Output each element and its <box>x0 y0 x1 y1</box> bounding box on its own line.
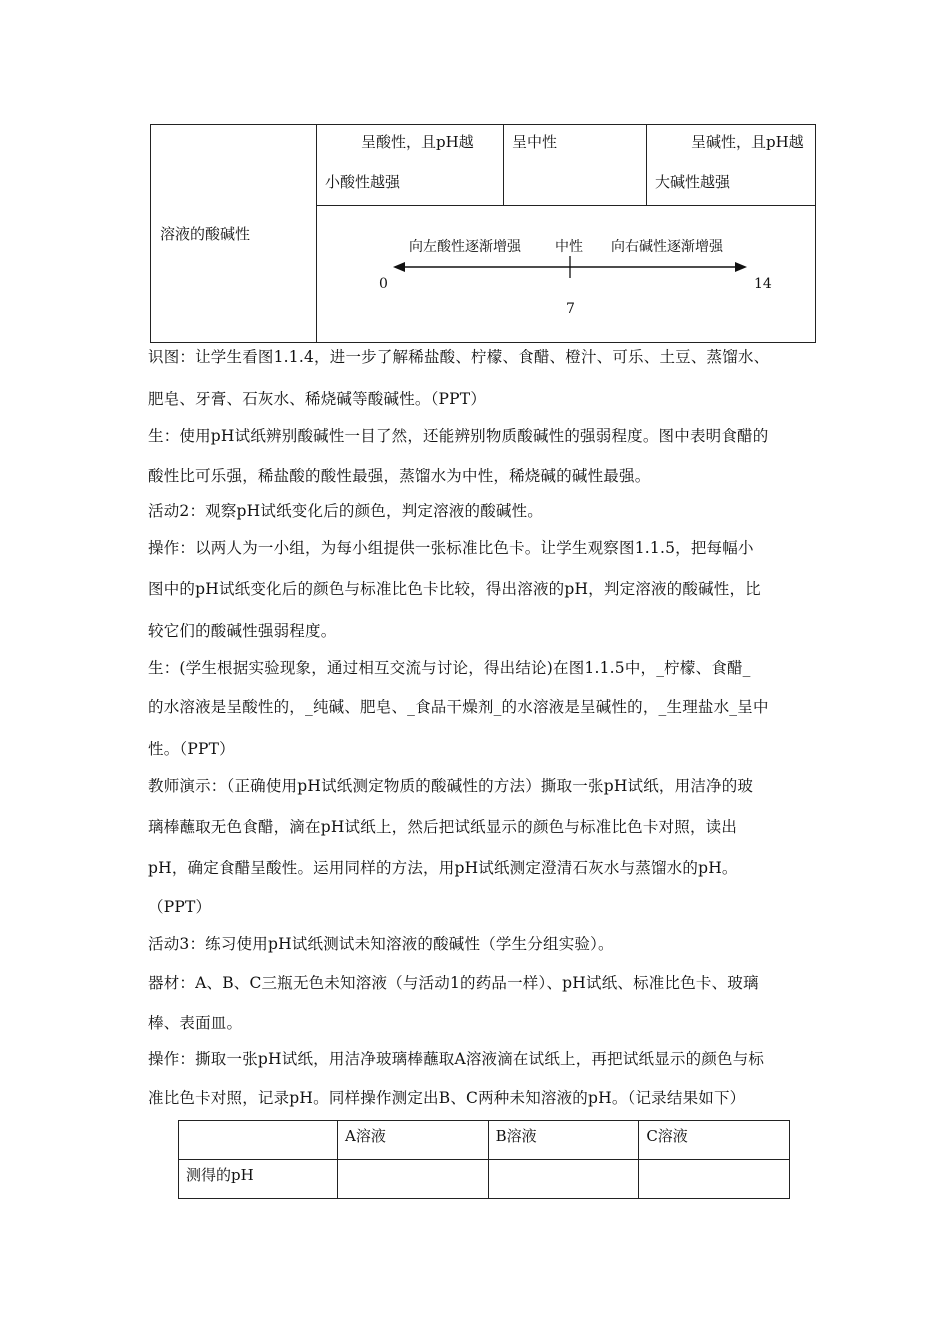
arrow-right-icon <box>735 262 747 272</box>
cell-neutral <box>504 125 647 206</box>
basic-line-1: 呈碱性，且pH越 <box>691 133 804 151</box>
scale-max: 14 <box>754 276 772 292</box>
paragraph-line-20: 准比色卡对照，记录pH。同样操作测定出B、C两种未知溶液的pH。（记录结果如下） <box>148 1089 746 1107</box>
paragraph-line-15: （PPT） <box>148 898 212 916</box>
scale-left-label: 向左酸性逐渐增强 <box>409 239 521 255</box>
paragraph-line-10: 的水溶液是呈酸性的，_纯碱、肥皂、_食品干燥剂_的水溶液是呈碱性的，_生理盐水_呈中 <box>148 698 769 716</box>
acidic-line-1: 呈酸性，且pH越 <box>361 133 474 151</box>
paragraph-line-19: 操作：撕取一张pH试纸，用洁净玻璃棒蘸取A溶液滴在试纸上，再把试纸显示的颜色与标 <box>148 1050 765 1068</box>
paragraph-line-11: 性。（PPT） <box>148 740 235 758</box>
paragraph-line-6: 操作：以两人为一小组，为每小组提供一张标准比色卡。让学生观察图1.1.5，把每幅小 <box>148 539 754 557</box>
paragraph-line-2: 肥皂、牙膏、石灰水、稀烧碱等酸碱性。（PPT） <box>148 390 487 408</box>
cell-acidic <box>317 125 504 206</box>
arrow-left-icon <box>393 262 405 272</box>
paragraph-line-13: 璃棒蘸取无色食醋，滴在pH试纸上，然后把试纸显示的颜色与标准比色卡对照，读出 <box>148 818 738 836</box>
paragraph-line-9: 生：(学生根据实验现象，通过相互交流与讨论，得出结论)在图1.1.5中，_柠檬、食醋_ <box>148 659 751 677</box>
scale-mid-label: 中性 <box>555 239 583 255</box>
acidic-line-2: 小酸性越强 <box>325 173 401 191</box>
paragraph-line-1: 识图：让学生看图1.1.4，进一步了解稀盐酸、柠檬、食醋、橙汁、可乐、土豆、蒸馏水、 <box>148 348 770 366</box>
results-header-blank <box>179 1121 338 1160</box>
paragraph-line-18: 棒、表面皿。 <box>148 1014 243 1032</box>
neutral-text: 呈中性 <box>512 133 558 151</box>
results-header-b: B溶液 <box>488 1121 639 1160</box>
results-value-c[interactable] <box>639 1160 790 1199</box>
paragraph-line-4: 酸性比可乐强，稀盐酸的酸性最强，蒸馏水为中性，稀烧碱的碱性最强。 <box>148 467 651 485</box>
basic-line-2: 大碱性越强 <box>655 173 731 191</box>
scale-right-label: 向右碱性逐渐增强 <box>611 239 723 255</box>
results-value-b[interactable] <box>488 1160 639 1199</box>
ph-properties-table <box>150 124 816 343</box>
paragraph-line-7: 图中的pH试纸变化后的颜色与标准比色卡比较，得出溶液的pH，判定溶液的酸碱性，比 <box>148 580 761 598</box>
results-value-a[interactable] <box>338 1160 489 1199</box>
paragraph-line-17: 器材：A、B、C三瓶无色未知溶液（与活动1的药品一样）、pH试纸、标准比色卡、玻璃 <box>148 974 759 992</box>
ph-scale <box>317 206 815 342</box>
cell-basic <box>647 125 816 206</box>
paragraph-line-12: 教师演示：（正确使用pH试纸测定物质的酸碱性的方法）撕取一张pH试纸，用洁净的玻 <box>148 777 754 795</box>
results-header-c: C溶液 <box>639 1121 790 1160</box>
scale-min: 0 <box>379 276 388 292</box>
row-label-acidity: 溶液的酸碱性 <box>151 125 317 343</box>
paragraph-line-3: 生：使用pH试纸辨别酸碱性一目了然，还能辨别物质酸碱性的强弱程度。图中表明食醋的 <box>148 427 769 445</box>
paragraph-line-14: pH，确定食醋呈酸性。运用同样的方法，用pH试纸测定澄清石灰水与蒸馏水的pH。 <box>148 859 738 877</box>
results-row-label: 测得的pH <box>179 1160 338 1199</box>
results-header-a: A溶液 <box>338 1121 489 1160</box>
ph-scale-axis <box>317 206 825 342</box>
ph-results-table <box>178 1120 790 1199</box>
paragraph-line-8: 较它们的酸碱性强弱程度。 <box>148 622 337 640</box>
ph-scale-cell <box>317 206 816 343</box>
paragraph-line-16: 活动3：练习使用pH试纸测试未知溶液的酸碱性（学生分组实验）。 <box>148 935 614 953</box>
scale-mid: 7 <box>566 301 575 317</box>
paragraph-line-5: 活动2：观察pH试纸变化后的颜色，判定溶液的酸碱性。 <box>148 502 544 520</box>
